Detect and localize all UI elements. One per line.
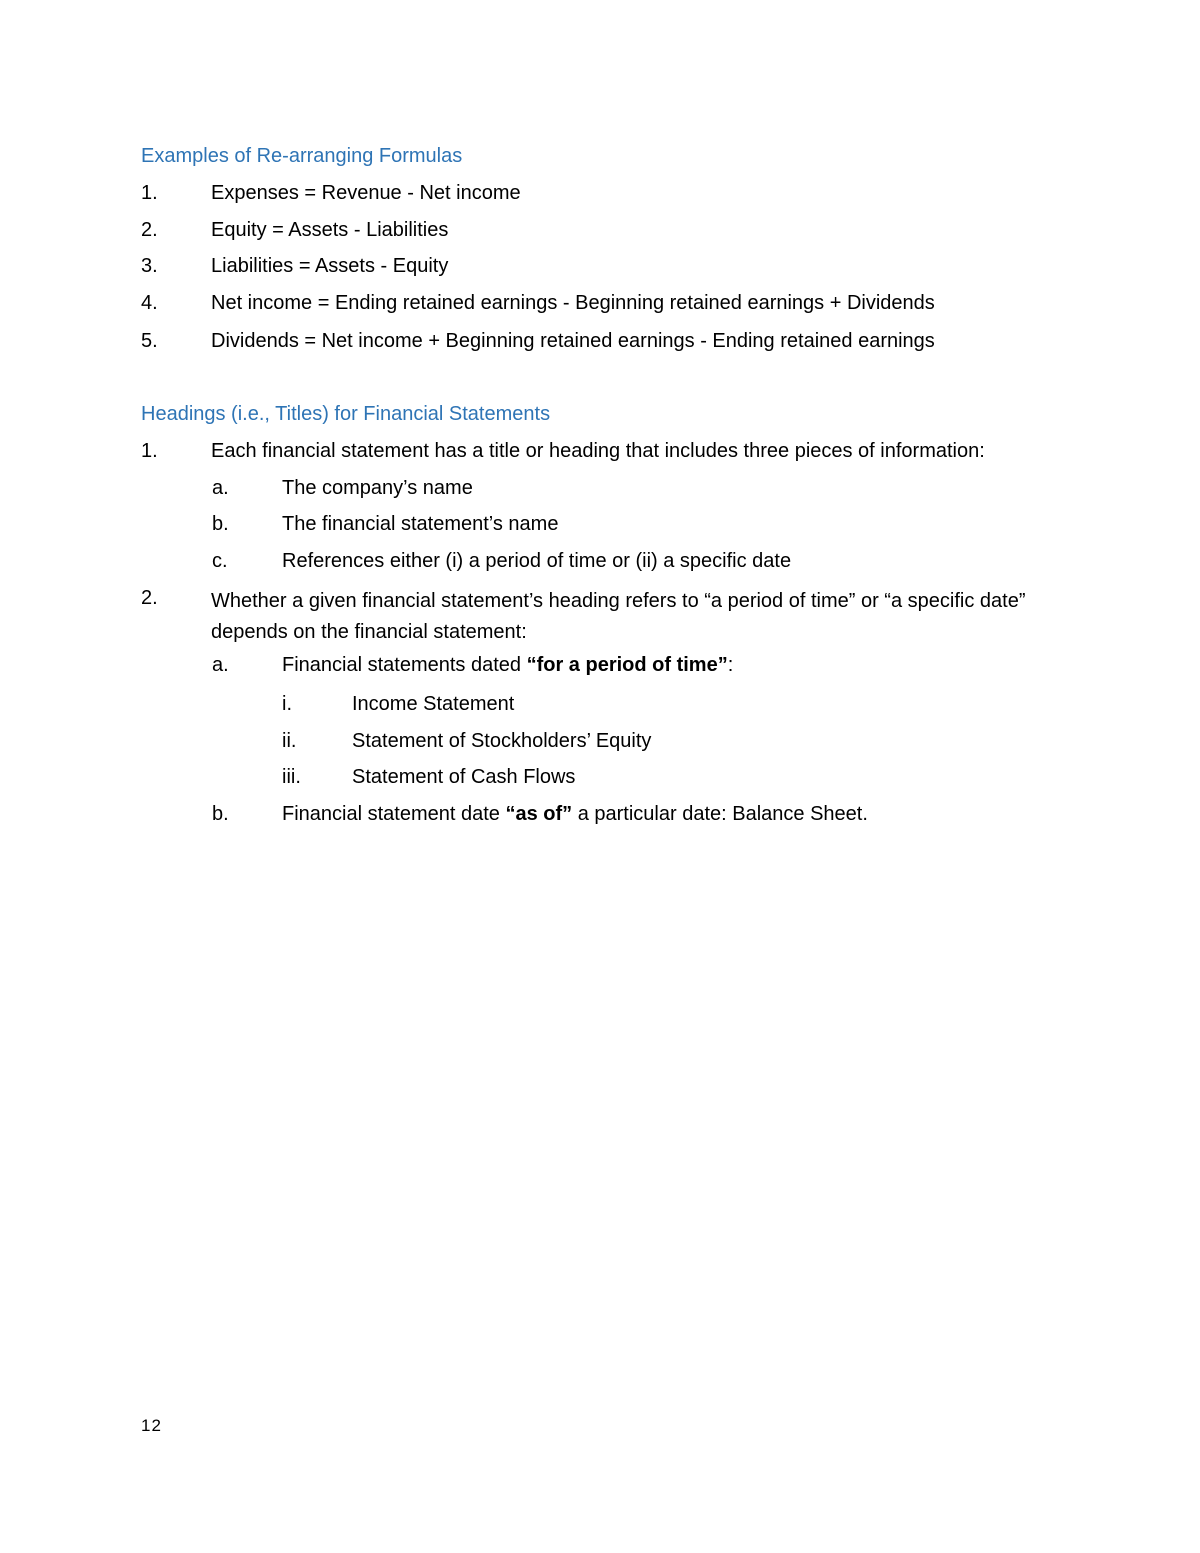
list-text: Liabilities = Assets - Equity	[211, 255, 449, 277]
text-plain: :	[727, 654, 734, 676]
list-number: 2.	[141, 587, 158, 609]
list-roman: iii.	[282, 766, 301, 788]
list-text: The company’s name	[282, 477, 473, 499]
text-plain: Financial statements dated	[282, 654, 527, 676]
list-text: Net income = Ending retained earnings - Beginning retained earnings + Dividends	[211, 292, 935, 314]
list-text: Statement of Stockholders’ Equity	[352, 730, 652, 752]
list-number: 5.	[141, 330, 158, 352]
list-letter: b.	[212, 513, 229, 535]
list-text: Dividends = Net income + Beginning retained earnings - Ending retained earnings	[211, 330, 935, 352]
text-bold-emphasis: “as of”	[505, 803, 573, 825]
list-text: Expenses = Revenue - Net income	[211, 182, 521, 204]
list-text: Whether a given financial statement’s heading refers to “a period of time” or “a specific date” depends on the financial statement:	[211, 590, 1026, 643]
section-heading-financial-statements: Headings (i.e., Titles) for Financial Statements	[141, 403, 551, 425]
section-heading-formulas: Examples of Re-arranging Formulas	[141, 145, 463, 167]
list-text: Each financial statement has a title or heading that includes three pieces of information:	[211, 440, 985, 462]
list-text: References either (i) a period of time or (ii) a specific date	[282, 550, 792, 572]
list-letter: b.	[212, 803, 229, 825]
list-text: Equity = Assets - Liabilities	[211, 219, 449, 241]
list-number: 1.	[141, 440, 158, 462]
list-text	[282, 653, 733, 677]
text-plain: Financial statement date	[282, 803, 506, 825]
text-bold-emphasis: “for a period of time”	[526, 654, 728, 676]
list-number: 3.	[141, 255, 158, 277]
list-number: 4.	[141, 292, 158, 314]
text-plain: a particular date: Balance Sheet.	[572, 803, 868, 825]
list-roman: i.	[282, 693, 292, 715]
list-letter: a.	[212, 477, 229, 499]
list-text	[282, 802, 868, 826]
page-number: 12	[141, 1416, 162, 1435]
list-text: The financial statement’s name	[282, 513, 559, 535]
list-letter: a.	[212, 654, 229, 676]
list-letter: c.	[212, 550, 228, 572]
list-roman: ii.	[282, 730, 297, 752]
list-text: Income Statement	[352, 693, 515, 715]
list-number: 2.	[141, 219, 158, 241]
list-number: 1.	[141, 182, 158, 204]
list-text: Statement of Cash Flows	[352, 766, 576, 788]
